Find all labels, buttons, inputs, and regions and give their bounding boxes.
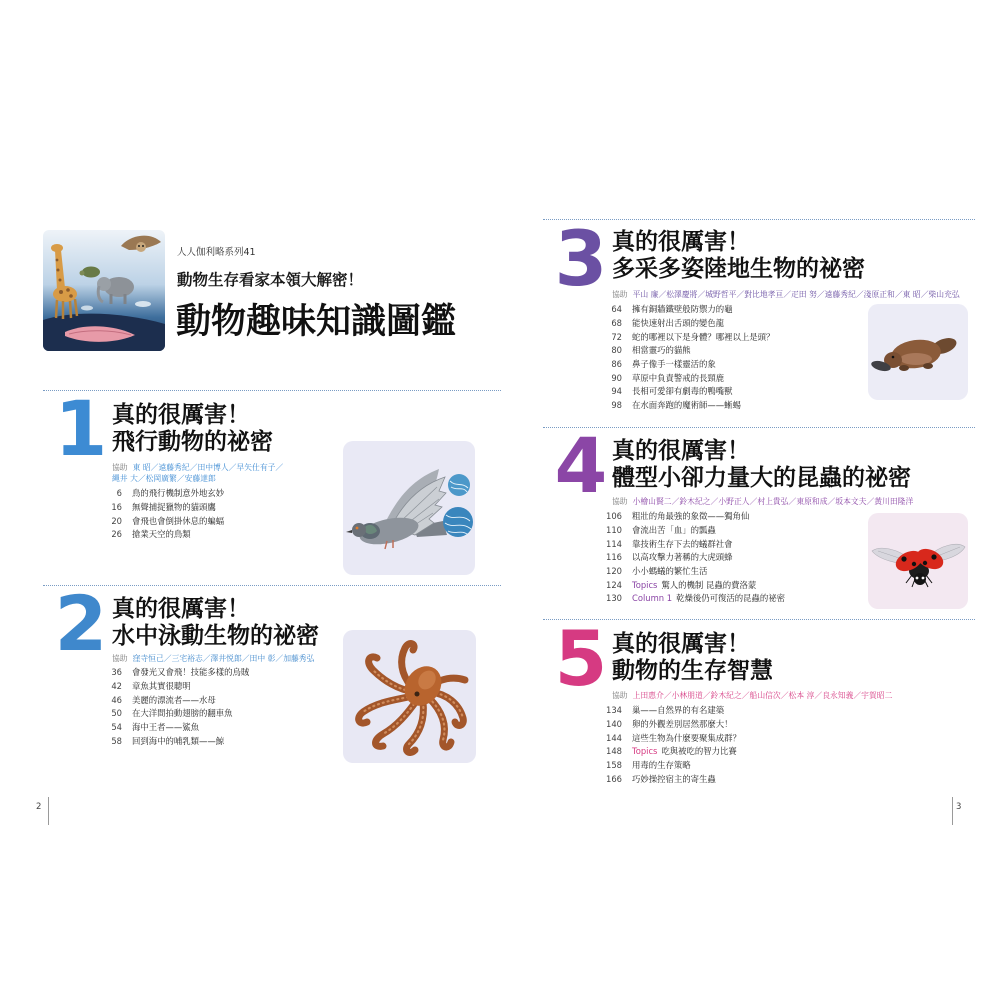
toc-entry-title: 巧妙操控宿主的寄生蟲 (632, 773, 716, 784)
toc-page-number: 94 (611, 386, 622, 397)
page-number-right: 3 (956, 802, 962, 812)
contributors-label: 協助 (112, 654, 128, 663)
toc-entry (598, 565, 785, 579)
toc-page-number: 16 (111, 501, 122, 512)
toc-entry (598, 303, 774, 317)
toc-entry-title: 無聲捕捉獵物的貓頭鷹 (132, 501, 216, 512)
contributors-line (612, 691, 892, 701)
toc-page-number: 42 (111, 680, 122, 691)
contributor-names: 平山 廉／松澤慶將／城野哲平／對比地孝亘／疋田 努／遠藤秀紀／淺原正和／東 昭／柴山充弘 (632, 290, 960, 299)
toc-entry (598, 579, 785, 593)
contributor-names: 上田惠介／小林朋道／鈴木紀之／船山信次／松本 淳／良永知義／宇賀昭二 (632, 691, 893, 700)
book-cover-thumbnail (43, 230, 165, 351)
toc-page-number: 26 (111, 529, 122, 540)
toc-entry-title: 這些生物為什麼要聚集成群？ (632, 732, 741, 743)
toc-entry-title: 能快速射出舌頭的變色龍 (632, 317, 725, 328)
contributors-line (112, 654, 314, 664)
section-heading-line1: 真的很厲害！ (112, 402, 250, 428)
toc-entry-title: 蛇的哪裡以下是身體？哪裡以上是頭？ (632, 331, 775, 342)
section-number: 4 (554, 421, 608, 510)
toc-entry-tag: Column 1 (632, 593, 673, 604)
dotted-divider (543, 219, 975, 220)
toc-list (598, 303, 774, 413)
toc-entry-title: 會流出苦「血」的瓢蟲 (632, 524, 716, 535)
contributors-label: 協助 (112, 463, 128, 472)
section-heading-line1: 真的很厲害！ (112, 596, 250, 622)
toc-page-number: 144 (606, 732, 622, 743)
toc-entry-title: 會發光又會飛！技能多樣的烏賊 (132, 667, 250, 678)
contributor-names: 小檜山賢二／鈴木紀之／小野正人／村上貴弘／東原和成／坂本文夫／黃川田隆洋 (632, 497, 914, 506)
toc-page-number: 90 (611, 372, 622, 383)
toc-page-number: 68 (611, 317, 622, 328)
toc-page-number: 86 (611, 358, 622, 369)
toc-page-number: 134 (606, 705, 622, 716)
toc-entry-title: 擁有銅牆鐵壁般防禦力的龜 (632, 304, 733, 315)
toc-entry (598, 399, 774, 413)
series-label: 人人伽利略系列41 (177, 247, 256, 258)
toc-entry (98, 680, 249, 694)
book-title: 動物趣味知識圖鑑 (176, 302, 457, 342)
toc-entry-title: 小小螞蟻的繁忙生活 (632, 565, 708, 576)
toc-entry (598, 344, 774, 358)
toc-entry (598, 538, 785, 552)
contributors-line (112, 474, 216, 484)
toc-entry-title: 用毒的生存策略 (632, 759, 691, 770)
contributors-label: 協助 (612, 691, 628, 700)
toc-entry (598, 551, 785, 565)
toc-entry-title: 草原中負責警戒的長頸鹿 (632, 372, 725, 383)
toc-page-number: 54 (111, 721, 122, 732)
toc-entry (98, 515, 224, 529)
page-marker-line (48, 797, 49, 825)
contributor-names: 窪寺恒己／三宅裕志／澤井悦郎／田中 彰／加藤秀弘 (132, 654, 315, 663)
contributors-label: 協助 (612, 290, 628, 299)
toc-entry-title: 靠技術生存下去的蟻群社會 (632, 538, 733, 549)
section-heading-line2: 體型小卻力量大的昆蟲的祕密 (612, 465, 911, 491)
toc-page-number: 114 (606, 538, 622, 549)
toc-entry-title: 卵的外觀差別居然那麼大！ (632, 718, 733, 729)
toc-entry-title: 在大洋間拍動翅膀的翻車魚 (132, 708, 233, 719)
toc-page-number: 6 (116, 488, 122, 499)
section-heading-line2: 水中泳動生物的祕密 (112, 623, 319, 649)
section-number: 5 (554, 614, 608, 703)
contributor-names: 縄井 大／松岡廣繁／安藤達郎 (112, 474, 216, 483)
toc-page-number: 50 (111, 708, 122, 719)
toc-entry (598, 773, 741, 787)
toc-entry-title: 長相可愛卻有劇毒的鴨嘴獸 (632, 386, 733, 397)
toc-list (598, 704, 741, 786)
pigeon-illustration (343, 441, 475, 575)
book-subtitle: 動物生存看家本領大解密！ (177, 270, 364, 289)
toc-list (98, 666, 249, 748)
toc-entry-title: 相當靈巧的貓熊 (632, 345, 691, 356)
toc-entry (598, 372, 774, 386)
toc-entry (598, 704, 741, 718)
toc-entry-title: 回到海中的哺乳類——鯨 (132, 735, 225, 746)
toc-entry-title: 乾燥後仍可復活的昆蟲的祕密 (676, 593, 785, 604)
toc-list (598, 510, 785, 606)
toc-entry (98, 694, 249, 708)
toc-page-number: 36 (111, 667, 122, 678)
toc-entry-title: 巢——自然界的有名建築 (632, 705, 725, 716)
page-marker-line (952, 797, 953, 825)
toc-page-number: 106 (606, 511, 622, 522)
toc-page-number: 64 (611, 304, 622, 315)
toc-page-number: 80 (611, 345, 622, 356)
toc-page-number: 46 (111, 694, 122, 705)
section-heading-line1: 真的很厲害！ (612, 229, 750, 255)
toc-entry-title: 以高攻擊力著稱的大虎頭蜂 (632, 552, 733, 563)
toc-entry-title: 鼻子像手一樣靈活的象 (632, 358, 716, 369)
toc-entry (598, 385, 774, 399)
toc-page-number: 166 (606, 773, 622, 784)
toc-entry (98, 721, 249, 735)
toc-entry (598, 317, 774, 331)
toc-entry (598, 510, 785, 524)
toc-entry-title: 章魚其實很聰明 (132, 680, 191, 691)
contributors-line (112, 463, 283, 473)
toc-page-number: 20 (111, 515, 122, 526)
toc-page-number: 58 (111, 735, 122, 746)
contributor-names: 東 昭／遠藤秀紀／田中博人／早矢仕有子／ (132, 463, 284, 472)
section-heading-line1: 真的很厲害！ (612, 438, 750, 464)
toc-entry-title: 美麗的漂流者——水母 (132, 694, 216, 705)
toc-page-number: 148 (606, 746, 622, 757)
toc-page-number: 158 (606, 759, 622, 770)
toc-entry (598, 524, 785, 538)
toc-entry (598, 331, 774, 345)
toc-entry-title: 搶業天空的鳥類 (132, 529, 191, 540)
toc-page-number: 130 (606, 593, 622, 604)
toc-page-number: 116 (606, 552, 622, 563)
contributors-label: 協助 (612, 497, 628, 506)
toc-entry (598, 759, 741, 773)
section-number: 2 (54, 579, 108, 668)
platypus-illustration (868, 304, 968, 400)
section-heading-line1: 真的很厲害！ (612, 631, 750, 657)
section-number: 3 (554, 214, 608, 303)
toc-list (98, 487, 224, 542)
toc-entry-tag: Topics (632, 746, 658, 757)
toc-page-number: 72 (611, 331, 622, 342)
contributors-line (612, 497, 913, 507)
toc-entry-title: 驚人的機制 昆蟲的費洛蒙 (661, 579, 757, 590)
toc-entry (98, 735, 249, 749)
dotted-divider (43, 585, 501, 586)
toc-entry (98, 707, 249, 721)
toc-page-number: 110 (606, 524, 622, 535)
section-heading-line2: 多采多姿陸地生物的祕密 (612, 256, 865, 282)
section-heading-line2: 飛行動物的祕密 (112, 429, 273, 455)
toc-entry-title: 海中王者——鯊魚 (132, 721, 199, 732)
contributors-line (612, 290, 960, 300)
page-number-left: 2 (36, 802, 42, 812)
section-heading-line2: 動物的生存智慧 (612, 658, 773, 684)
section-number: 1 (54, 384, 108, 473)
toc-entry (98, 501, 224, 515)
toc-page-number: 120 (606, 565, 622, 576)
toc-entry (598, 718, 741, 732)
toc-entry (598, 358, 774, 372)
octopus-illustration (343, 630, 476, 763)
toc-entry (598, 745, 741, 759)
dotted-divider (543, 619, 975, 620)
toc-entry-title: 鳥的飛行機制意外地玄妙 (132, 488, 225, 499)
dotted-divider (43, 390, 501, 391)
toc-entry-title: 會飛也會倒掛休息的蝙蝠 (132, 515, 225, 526)
toc-entry-title: 粗壯的角最強的象徵——獨角仙 (632, 511, 750, 522)
toc-entry-tag: Topics (632, 579, 658, 590)
toc-entry (598, 592, 785, 606)
toc-entry (98, 487, 224, 501)
toc-page-number: 140 (606, 718, 622, 729)
toc-page-number: 124 (606, 579, 622, 590)
toc-entry (598, 732, 741, 746)
toc-entry-title: 在水面奔跑的魔術師——蜥蜴 (632, 400, 741, 410)
toc-entry (98, 666, 249, 680)
toc-entry-title: 吃與被吃的智力比賽 (661, 746, 737, 757)
toc-entry (98, 528, 224, 542)
ladybug-illustration (868, 513, 968, 609)
toc-page-number: 98 (611, 400, 622, 410)
